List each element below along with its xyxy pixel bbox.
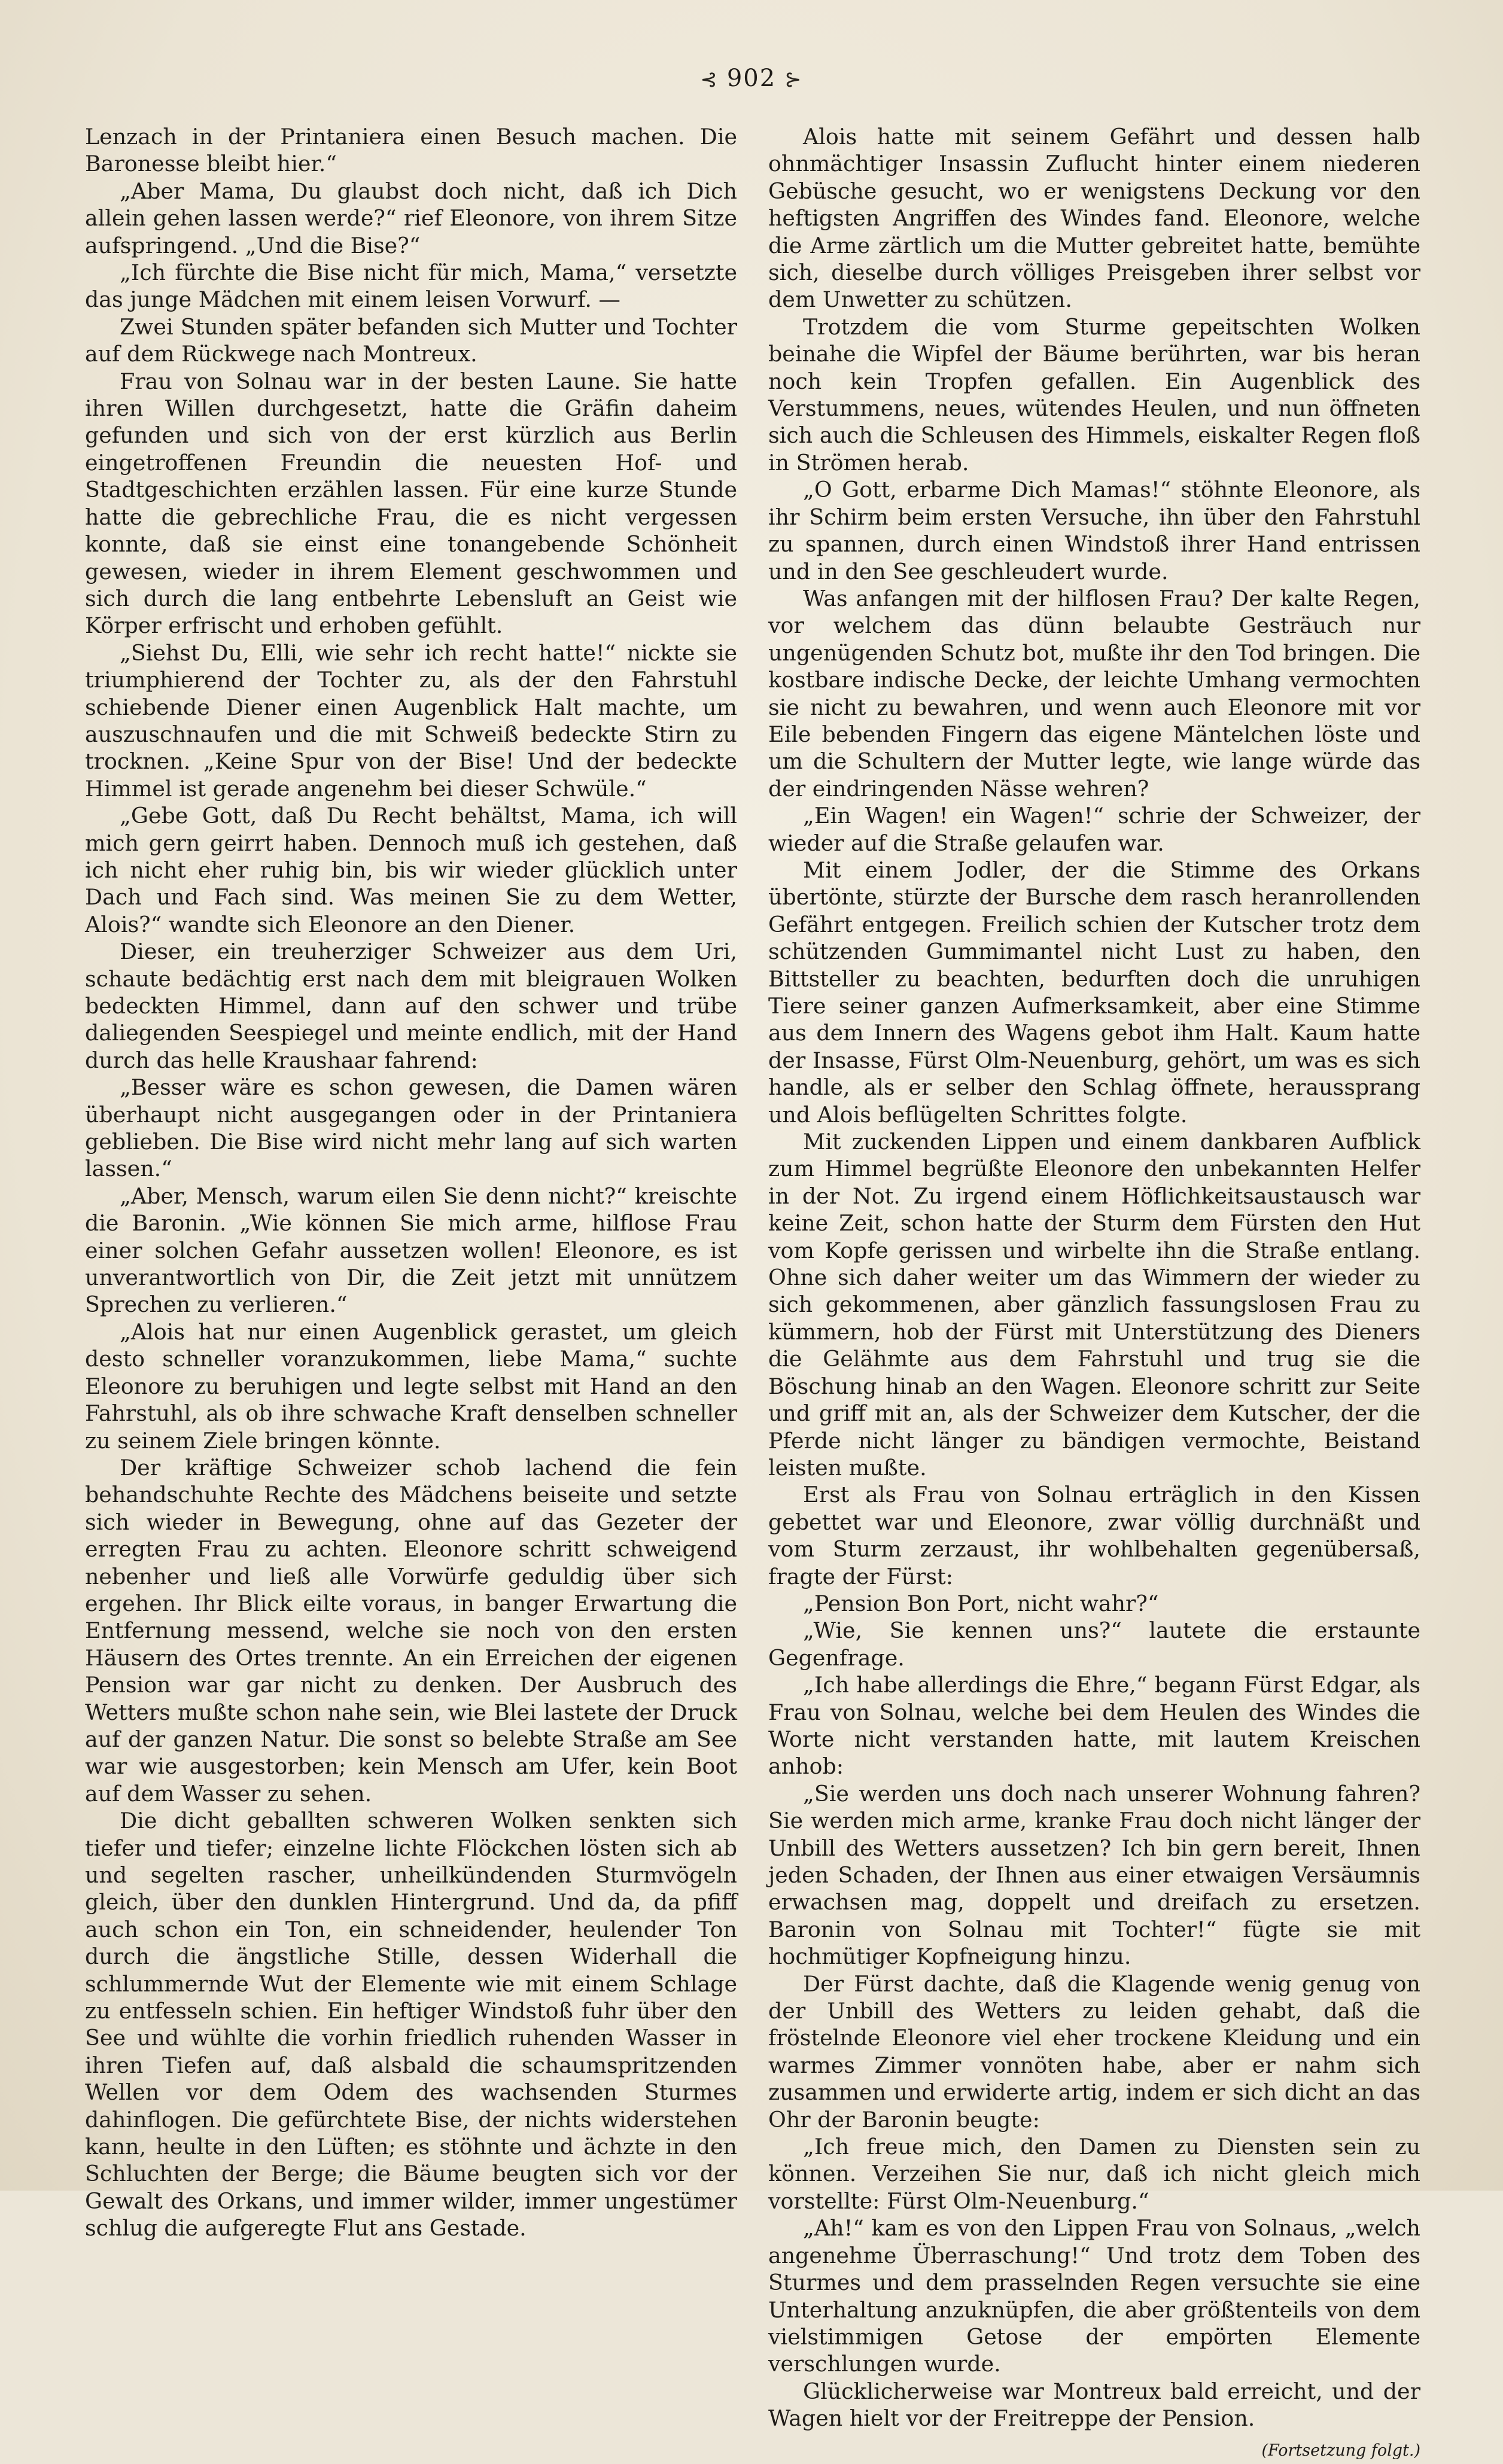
paragraph: Alois hatte mit seinem Gefährt und dessen halb ohnmächtiger Insassin Zuflucht hinter einem niederen Gebüsche gesucht, wo er wenigstens Deckung vor den heftigsten Angriffen des Windes fand. Eleonore, welche die Arme zärtlich um die Mutter gebreitet hatte, bemühte sich, dieselbe durch völliges Preisgeben ihrer selbst vor dem Unwetter zu schützen. — [768, 124, 1420, 313]
paragraph: Trotzdem die vom Sturme gepeitschten Wolken beinahe die Wipfel der Bäume berührten, war bis heran noch kein Tropfen gefallen. Ein Augenblick des Verstummens, neues, wütendes Heulen, und nun öffneten sich auch die Schleusen des Himmels, eiskalter Regen floß in Strömen herab. — [768, 313, 1420, 476]
paragraph: Lenzach in der Printaniera einen Besuch machen. Die Baronesse bleibt hier.“ — [85, 124, 737, 177]
paragraph: Mit zuckenden Lippen und einem dankbaren Aufblick zum Himmel begrüßte Eleonore den unbekannten Helfer in der Not. Zu irgend einem Höflichkeitsaustausch war keine Zeit, schon hatte der Sturm dem Fürsten den Hut vom Kopfe gerissen und wirbelte ihn die Straße entlang. Ohne sich daher weiter um das Wimmern der wieder zu sich gekommenen, aber gänzlich fassungslosen Frau zu kümmern, hob der Fürst mit Unterstützung des Dieners die Gelähmte aus dem Fahrstuhl und trug sie die Böschung hinab an den Wagen. Eleonore schritt zur Seite und griff mit an, als der Schweizer dem Kutscher, der die Pferde nicht länger zu bändigen vermochte, Beistand leisten mußte. — [768, 1129, 1420, 1481]
paragraph: „Alois hat nur einen Augenblick gerastet, um gleich desto schneller voranzukommen, liebe Mama,“ suchte Eleonore zu beruhigen und legte selbst mit Hand an den Fahrstuhl, als ob ihre schwache Kraft denselben schneller zu seinem Ziele bringen könnte. — [85, 1318, 737, 1454]
paragraph: „Wie, Sie kennen uns?“ lautete die erstaunte Gegenfrage. — [768, 1618, 1420, 1671]
paragraph: „Aber Mama, Du glaubst doch nicht, daß ich Dich allein gehen lassen werde?“ rief Eleonore, von ihrem Sitze aufspringend. „Und die Bise?“ — [85, 178, 737, 258]
paragraph: „Pension Bon Port, nicht wahr?“ — [803, 1590, 1159, 1616]
paragraph: „Sie werden uns doch nach unserer Wohnung fahren? Sie werden mich arme, kranke Frau doch nicht länger der Unbill des Wetters aussetzen? Ich bin gern bereit, Ihnen jeden Schaden, der Ihnen aus einer etwaigen Versäumnis erwachsen mag, doppelt und dreifach zu ersetzen. Baronin von Solnau mit Tochter!“ fügte sie mit hochmütiger Kopfneigung hinzu. — [768, 1780, 1420, 1970]
paragraph: „Aber, Mensch, warum eilen Sie denn nicht?“ kreischte die Baronin. „Wie können Sie mich arme, hilflose Frau einer solchen Gefahr aussetzen wollen! Eleonore, es ist unverantwortlich von Dir, die Zeit jetzt mit unnützem Sprechen zu verlieren.“ — [85, 1183, 737, 1318]
paragraph: „Ich fürchte die Bise nicht für mich, Mama,“ versetzte das junge Mädchen mit einem leisen Vorwurf. — — [85, 260, 737, 313]
paragraph: „Gebe Gott, daß Du Recht behältst, Mama, ich will mich gern geirrt haben. Dennoch muß ich gestehen, daß ich nicht eher ruhig bin, bis wir wieder glücklich unter Dach und Fach sind. Was meinen Sie zu dem Wetter, Alois?“ wandte sich Eleonore an den Diener. — [85, 803, 737, 937]
paragraph: Die dicht geballten schweren Wolken senkten sich tiefer und tiefer; einzelne lichte Flöckchen lösten sich ab und segelten rascher, unheilkündenden Sturmvögeln gleich, über den dunklen Hintergrund. Und da, da pfiff auch schon ein Ton, ein schneidender, heulender Ton durch die ängstliche Stille, dessen Widerhall die schlummernde Wut der Elemente wie mit einem Schlage zu entfesseln schien. Ein heftiger Windstoß fuhr über den See und wühlte die vorhin friedlich ruhenden Wasser in ihren Tiefen auf, daß alsbald die schaumspritzenden Wellen vor dem Odem des wachsenden Sturmes dahinflogen. Die gefürchtete Bise, der nichts widerstehen kann, heulte in den Lüften; es stöhnte und ächzte in den Schluchten der Berge; die Bäume beugten sich vor der Gewalt des Orkans, und immer wilder, immer ungestümer schlug die aufgeregte Flut ans Gestade. — [85, 1808, 737, 2241]
paragraph — [768, 2378, 1420, 2460]
page-header — [0, 65, 1503, 92]
right-ornament: ⊱ — [784, 68, 803, 92]
paragraph: „Siehst Du, Elli, wie sehr ich recht hatte!“ nickte sie triumphierend der Tochter zu, als der den Fahrstuhl schiebende Diener einen Augenblick Halt machte, um auszuschnaufen und die mit Schweiß bedeckte Stirn zu trocknen. „Keine Spur von der Bise! Und der bedeckte Himmel ist gerade angenehm bei dieser Schwüle.“ — [85, 639, 737, 802]
continuation-note: (Fortsetzung folgt.) — [1261, 2441, 1420, 2460]
paragraph: „Ich habe allerdings die Ehre,“ begann Fürst Edgar, als Frau von Solnau, welche bei dem Heulen des Windes die Worte nicht verstanden hatte, mit lautem Kreischen anhob: — [768, 1672, 1420, 1780]
paragraph: „Ein Wagen! ein Wagen!“ schrie der Schweizer, der wieder auf die Straße gelaufen war. — [768, 803, 1420, 856]
paragraph: Der Fürst dachte, daß die Klagende wenig genug von der Unbill des Wetters zu leiden gehabt, daß die fröstelnde Eleonore viel eher trockene Kleidung und ein warmes Zimmer vonnöten habe, aber er nahm sich zusammen und erwiderte artig, indem er sich dicht an das Ohr der Baronin beugte: — [768, 1970, 1420, 2133]
paragraph: Zwei Stunden später befanden sich Mutter und Tochter auf dem Rückwege nach Montreux. — [85, 313, 737, 367]
paragraph: „Ich freue mich, den Damen zu Diensten sein zu können. Verzeihen Sie nur, daß ich nicht gleich mich vorstellte: Fürst Olm-Neuenburg.“ — [768, 2134, 1420, 2214]
paragraph: „O Gott, erbarme Dich Mamas!“ stöhnte Eleonore, als ihr Schirm beim ersten Versuche, ihn über den Fahrstuhl zu spannen, durch einen Windstoß ihrer Hand entrissen und in den See geschleudert wurde. — [768, 477, 1420, 584]
paragraph: Dieser, ein treuherziger Schweizer aus dem Uri, schaute bedächtig erst nach dem mit bleigrauen Wolken bedeckten Himmel, dann auf den schwer und trübe daliegenden Seespiegel und meinte endlich, mit der Hand durch das helle Kraushaar fahrend: — [85, 939, 737, 1073]
final-sentence: Glücklicherweise war Montreux bald erreicht, und der Wagen hielt vor der Freitreppe der Pension. — [768, 2378, 1420, 2432]
paragraph: Frau von Solnau war in der besten Laune. Sie hatte ihren Willen durchgesetzt, hatte die Gräfin daheim gefunden und sich von der erst kürzlich aus Berlin eingetroffenen Freundin die neuesten Hof- und Stadtgeschichten erzählen lassen. Für eine kurze Stunde hatte die gebrechliche Frau, die es nicht vergessen konnte, daß sie einst eine tonangebende Schönheit gewesen, wieder in ihrem Element geschwommen und sich durch die lang entbehrte Lebensluft an Geist wie Körper erfrischt und erhoben gefühlt. — [85, 368, 737, 639]
page-number: 902 — [726, 65, 777, 92]
paragraph: Was anfangen mit der hilflosen Frau? Der kalte Regen, vor welchem das dünn belaubte Gesträuch nur ungenügenden Schutz bot, mußte ihr den Tod bringen. Die kostbare indische Decke, der leichte Umhang vermochten sie nicht zu bewahren, und wenn auch Eleonore mit vor Eile bebenden Fingern das eigene Mäntelchen löste und um die Schultern der Mutter legte, wie lange würde das der eindringenden Nässe wehren? — [768, 585, 1420, 802]
paragraph: „Ah!“ kam es von den Lippen Frau von Solnaus, „welch angenehme Überraschung!“ Und trotz dem Toben des Sturmes und dem prasselnden Regen versuchte sie eine Unterhaltung anzuknüpfen, die aber größtenteils von dem vielstimmigen Getose der empörten Elemente verschlungen wurde. — [768, 2215, 1420, 2377]
paragraph: „Besser wäre es schon gewesen, die Damen wären überhaupt nicht ausgegangen oder in der Printaniera geblieben. Die Bise wird nicht mehr lang auf sich warten lassen.“ — [85, 1074, 737, 1182]
left-column — [85, 123, 737, 2241]
paragraph: Erst als Frau von Solnau erträglich in den Kissen gebettet war und Eleonore, zwar völlig durchnäßt und vom Sturm zerzaust, ihr wohlbehalten gegenübersaß, fragte der Fürst: — [768, 1482, 1420, 1589]
right-column — [768, 123, 1420, 2460]
paragraph: Der kräftige Schweizer schob lachend die fein behandschuhte Rechte des Mädchens beiseite und setzte sich wieder in Bewegung, ohne auf das Gezeter der erregten Frau zu achten. Eleonore schritt schweigend nebenher und ließ alle Vorwürfe geduldig über sich ergehen. Ihr Blick eilte voraus, in banger Erwartung die Entfernung messend, welche sie noch von den ersten Häusern des Ortes trennte. An ein Erreichen der eigenen Pension war gar nicht zu denken. Der Ausbruch des Wetters mußte schon nahe sein, wie Blei lastete der Druck auf der ganzen Natur. Die sonst so belebte Straße am See war wie ausgestorben; kein Mensch am Ufer, kein Boot auf dem Wasser zu sehen. — [85, 1454, 737, 1807]
left-ornament: ⊰ — [700, 68, 719, 92]
paragraph: Mit einem Jodler, der die Stimme des Orkans übertönte, stürzte der Bursche dem rasch heranrollenden Gefährt entgegen. Freilich schien der Kutscher trotz dem schützenden Gummimantel nicht Lust zu haben, den Bittsteller zu beachten, bedurften doch die unruhigen Tiere seiner ganzen Aufmerksamkeit, aber eine Stimme aus dem Innern des Wagens gebot ihm Halt. Kaum hatte der Insasse, Fürst Olm-Neuenburg, gehört, um was es sich handle, als er selber den Schlag öffnete, heraussprang und Alois beflügelten Schrittes folgte. — [768, 857, 1420, 1128]
